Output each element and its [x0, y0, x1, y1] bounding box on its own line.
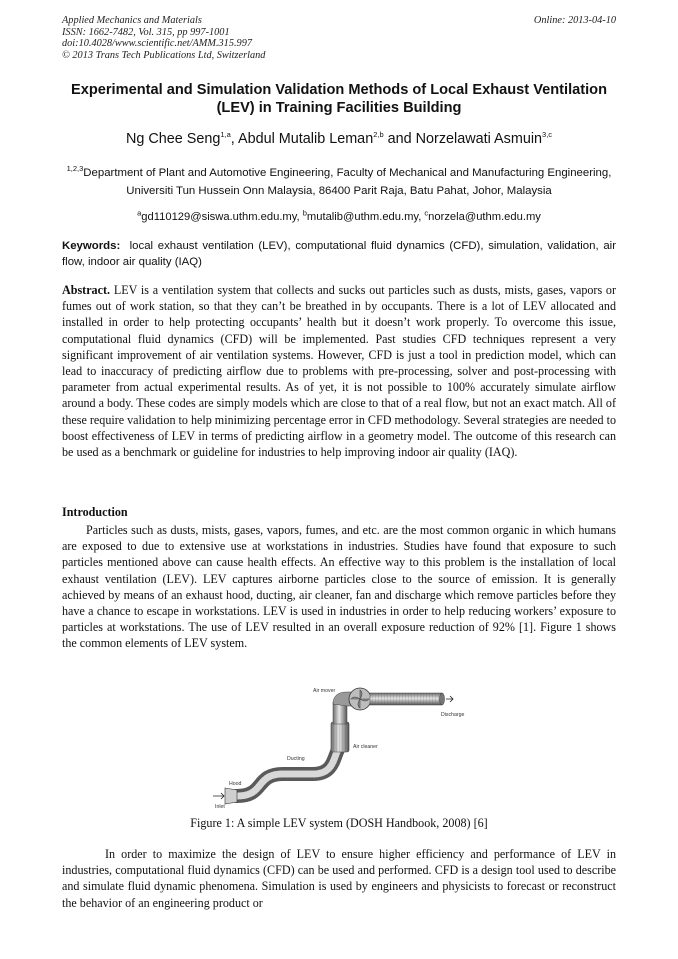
author-sup: 2,b — [373, 130, 384, 140]
lev-system-figure — [195, 684, 475, 814]
discharge-arrow — [446, 696, 453, 702]
body-paragraph: In order to maximize the design of LEV to ensure higher efficiency and performance of LEV in industries, computational fluid dynamics (CFD) can be used and performed. CFD is a design tool used to describe and simulate fluid dynamic phenomena. Simulation is used by engineers and physicists to forecast or reconstruct the behavior of an engineering product or — [62, 847, 616, 910]
label-hood: Hood — [229, 781, 242, 787]
discharge-outlet — [440, 693, 445, 705]
author-name: Norzelawati Asmuin — [415, 131, 543, 147]
author-list — [62, 130, 616, 148]
issn-line: ISSN: 1662-7482, Vol. 315, pp 997-1001 — [62, 26, 230, 38]
journal-header — [62, 15, 616, 61]
email-link[interactable]: norzela@uthm.edu.my — [428, 211, 541, 223]
author-name: Abdul Mutalib Leman — [238, 131, 374, 147]
abstract-text: LEV is a ventilation system that collects and sucks out particles such as dusts, mists, gases, vapors or fumes out of work station, so that they can’t be breathed in by occupants. There is a lot of LEV allocated and installed in order to help protecting occupants’ health but it doesn’t work properly. To overcome this issue, computational fluid dynamics (CFD) will be implemented. Past studies CFD techniques represent a very significant improvement of air ventilation systems. However, CFD is just a tool in prediction model, which can lead to inaccuracy of predicting airflow due to problems with pre-processing, solver and post-processing with parameter from actual experimental results. As of yet, it is not possible to 100% accurately simulate airflow around a body. These codes are simply models which are close to that of a real flow, but not an exact match. All of these require validation to help minimizing percentage error in CFD methodology. Several strategies are needed to boost effectiveness of LEV in terms of predicting airflow in a geometry model. The outcome of this research can be used as a benchmark or guideline for industries to help improving indoor air quality (IAQ). — [62, 283, 617, 460]
copyright-line: © 2013 Trans Tech Publications Ltd, Switzerland — [62, 49, 266, 61]
figure-caption: Figure 1: A simple LEV system (DOSH Handbook, 2008) [6] — [190, 816, 488, 830]
abstract — [62, 282, 616, 460]
journal-name: Applied Mechanics and Materials — [62, 15, 202, 26]
introduction-heading: Introduction — [62, 505, 128, 519]
ducting-pipe-highlight — [237, 746, 340, 796]
email-link[interactable]: gd110129@siswa.uthm.edu.my — [141, 211, 297, 223]
label-air-mover: Air mover — [313, 688, 336, 694]
label-ducting: Ducting — [287, 756, 305, 762]
label-air-cleaner: Air cleaner — [353, 744, 378, 750]
author-name: Ng Chee Seng — [125, 131, 221, 147]
label-inlet: Inlet — [215, 804, 225, 810]
affiliation-sup: 1,2,3 — [66, 164, 84, 174]
email-sup: c — [424, 208, 429, 218]
hood — [225, 788, 237, 804]
email-sup: a — [137, 208, 142, 218]
affiliation — [62, 165, 616, 200]
doi-line: doi:10.4028/www.scientific.net/AMM.315.997 — [62, 38, 252, 50]
author-and: and — [383, 131, 416, 147]
label-discharge: Discharge — [441, 712, 465, 718]
keywords — [62, 238, 616, 271]
author-sup: 3,c — [542, 130, 553, 140]
inlet-arrow — [213, 793, 224, 799]
introduction-paragraph: Particles such as dusts, mists, gases, vapors, fumes, and etc. are the most common organic in which humans are exposed to due to extensive use at workstations in industries. Studies have found that exposure to such particles mentioned above can cause health effects. An effective way to this problem is the installation of local exhaust ventilation (LEV). LEV captures airborne particles close to the source of emission. It is generally achieved by means of an exhaust hood, ducting, air cleaner, fan and discharge which remove particles before they have a chance to escape in workstations. LEV is used in industries in order to help reducing workers’ exposure to particles at workstations. The use of LEV resulted in an overall exposure reduction of 92% [1]. Figure 1 shows the common elements of LEV system. — [62, 523, 616, 651]
email-list: $^a$gd110129@siswa.uthm.edu.my, $^b$mutalib@uthm.edu.my, $^c$norzela@uthm.edu.my — [137, 208, 541, 223]
email-link[interactable]: mutalib@uthm.edu.my — [306, 211, 419, 223]
keywords-label: Keywords: — [62, 240, 121, 252]
online-date: Online: 2013-04-10 — [533, 15, 616, 26]
email-sup: b — [302, 208, 307, 218]
abstract-label: Abstract. — [62, 283, 111, 297]
author-separator: , — [230, 131, 238, 147]
paper-title: Experimental and Simulation Validation Methods of Local Exhaust Ventilation (LEV) in Training Facilities Building — [71, 82, 607, 116]
author-sup: 1,a — [220, 130, 231, 140]
keywords-text: local exhaust ventilation (LEV), computational fluid dynamics (CFD), simulation, validation, air flow, indoor air quality (IAQ) — [62, 240, 616, 269]
affiliation-text: Department of Plant and Automotive Engineering, Faculty of Mechanical and Manufacturing Engineering, Universiti Tun Hussein Onn Malaysia, 86400 Parit Raja, Batu Pahat, Johor, Malaysia — [83, 167, 612, 197]
